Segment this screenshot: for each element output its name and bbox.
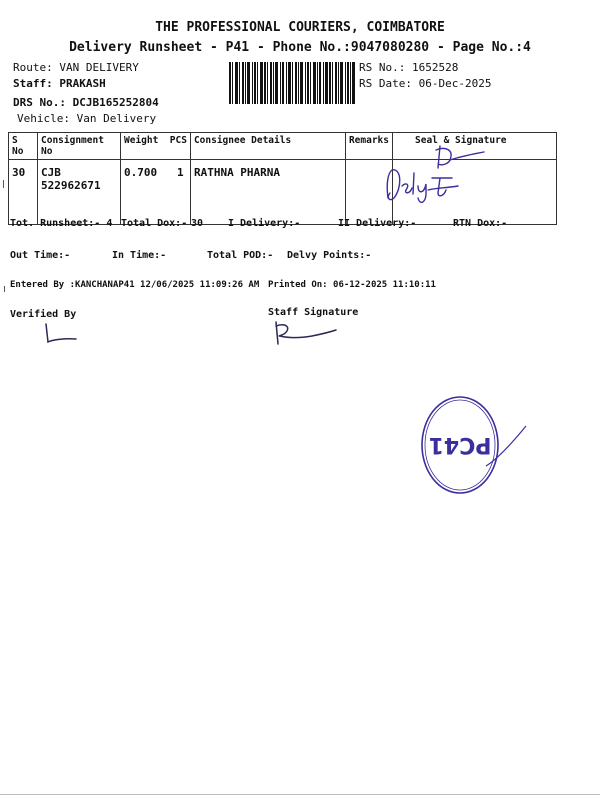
header-consignment-no: Consignment No — [38, 133, 121, 160]
scan-mark — [4, 286, 5, 292]
rtn-dox: RTN Dox:- — [453, 218, 508, 229]
barcode-image — [229, 62, 355, 104]
bottom-edge-line — [0, 794, 600, 795]
company-title: THE PROFESSIONAL COURIERS, COIMBATORE — [155, 20, 445, 35]
route-text: Route: VAN DELIVERY — [13, 61, 139, 74]
cell-pcs: 1 — [177, 166, 184, 179]
scan-mark — [3, 180, 4, 188]
delivery-signature-scribble — [380, 138, 490, 208]
verified-by-label: Verified By — [10, 309, 77, 320]
cell-s-no: 30 — [9, 160, 38, 225]
header-remarks: Remarks — [345, 133, 392, 160]
total-dox-label: Total Dox:- — [121, 218, 188, 229]
header-weight: Weight — [124, 135, 159, 146]
second-delivery: II Delivery:- — [338, 218, 417, 229]
rs-number: RS No.: 1652528 — [359, 61, 459, 74]
verified-by-scribble — [40, 322, 80, 348]
header-weight-pcs — [121, 133, 191, 160]
vehicle-text: Vehicle: Van Delivery — [17, 112, 157, 125]
cell-weight-pcs — [121, 160, 191, 225]
header-consignee-details: Consignee Details — [190, 133, 345, 160]
total-pod: Total POD:- — [207, 250, 274, 261]
total-dox-value: 30 — [191, 218, 204, 229]
runsheet-subtitle: Delivery Runsheet - P41 - Phone No.:9047080280 - Page No.:4 — [69, 40, 531, 55]
cell-weight: 0.700 — [124, 166, 158, 179]
printed-on: Printed On: 06-12-2025 11:10:11 — [268, 280, 436, 290]
cell-consignment: CJB 522962671 — [38, 160, 121, 225]
header-seal-signature: Seal & Signature — [393, 133, 557, 160]
entered-by: Entered By :KANCHANAP41 12/06/2025 11:09:26 AM — [10, 280, 260, 290]
office-stamp — [416, 390, 536, 500]
total-runsheet: Tot. Runsheet:- 4 — [10, 218, 113, 229]
staff-signature-label: Staff Signature — [268, 307, 359, 318]
delvy-points: Delvy Points:- — [287, 250, 372, 261]
first-delivery: I Delivery:- — [228, 218, 301, 229]
staff-signature-scribble — [270, 318, 340, 350]
rs-date: RS Date: 06-Dec-2025 — [359, 77, 492, 90]
staff-text: Staff: PRAKASH — [13, 77, 106, 90]
in-time: In Time:- — [112, 250, 167, 261]
cell-consignee: RATHNA PHARNA — [190, 160, 345, 225]
header-s-no: S No — [9, 133, 38, 160]
out-time: Out Time:- — [10, 250, 71, 261]
header-pcs: PCS — [169, 135, 187, 146]
drs-number: DRS No.: DCJB165252804 — [13, 96, 159, 109]
stamp-text: PC41 — [428, 432, 492, 457]
